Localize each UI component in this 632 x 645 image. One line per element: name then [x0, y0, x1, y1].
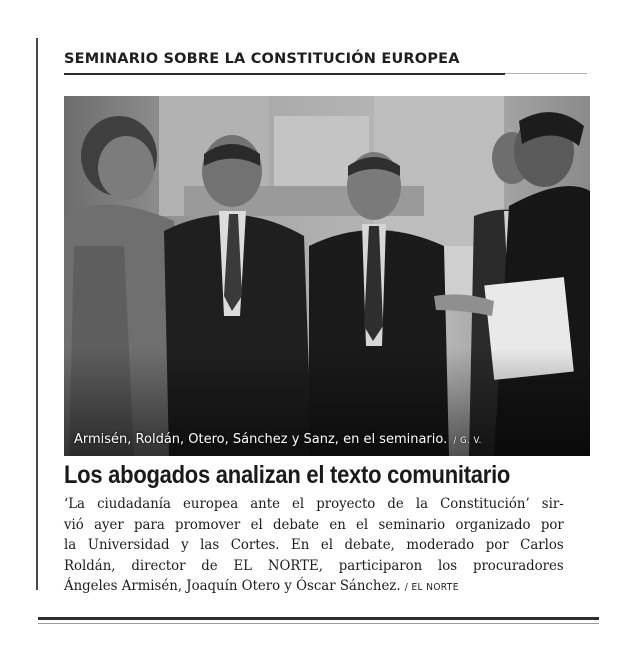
- section-heading-underline: [64, 73, 505, 75]
- section-heading: SEMINARIO SOBRE LA CONSTITUCIÓN EUROPEA: [64, 51, 460, 67]
- body-line: ‘La ciudadanía europea ante el proyecto de la Constitución’ sir-: [64, 496, 564, 512]
- body-line: la Universidad y las Cortes. En el debate, moderado por Carlos: [64, 537, 564, 553]
- section-heading-rule-extension: [505, 73, 587, 74]
- news-photo: [64, 96, 590, 456]
- photo-illustration: [64, 96, 590, 456]
- body-line-text: Ángeles Armisén, Joaquín Otero y Óscar Sánchez.: [64, 578, 401, 594]
- body-line: vió ayer para promover el debate en el seminario organizado por: [64, 516, 564, 533]
- body-line-last: [64, 576, 564, 599]
- article-body: [64, 494, 590, 599]
- left-column-rule: [36, 38, 38, 590]
- bottom-rule-thin: [38, 623, 599, 624]
- byline: / EL NORTE: [404, 582, 459, 593]
- headline: Los abogados analizan el texto comunitario: [64, 461, 511, 489]
- photo-caption: [74, 432, 482, 447]
- photo-caption-text: Armisén, Roldán, Otero, Sánchez y Sanz, en el seminario.: [74, 432, 448, 447]
- photo-credit: / G. V.: [453, 436, 482, 446]
- bottom-rule: [38, 617, 599, 620]
- body-line: Roldán, director de EL NORTE, participaron los procuradores: [64, 557, 564, 574]
